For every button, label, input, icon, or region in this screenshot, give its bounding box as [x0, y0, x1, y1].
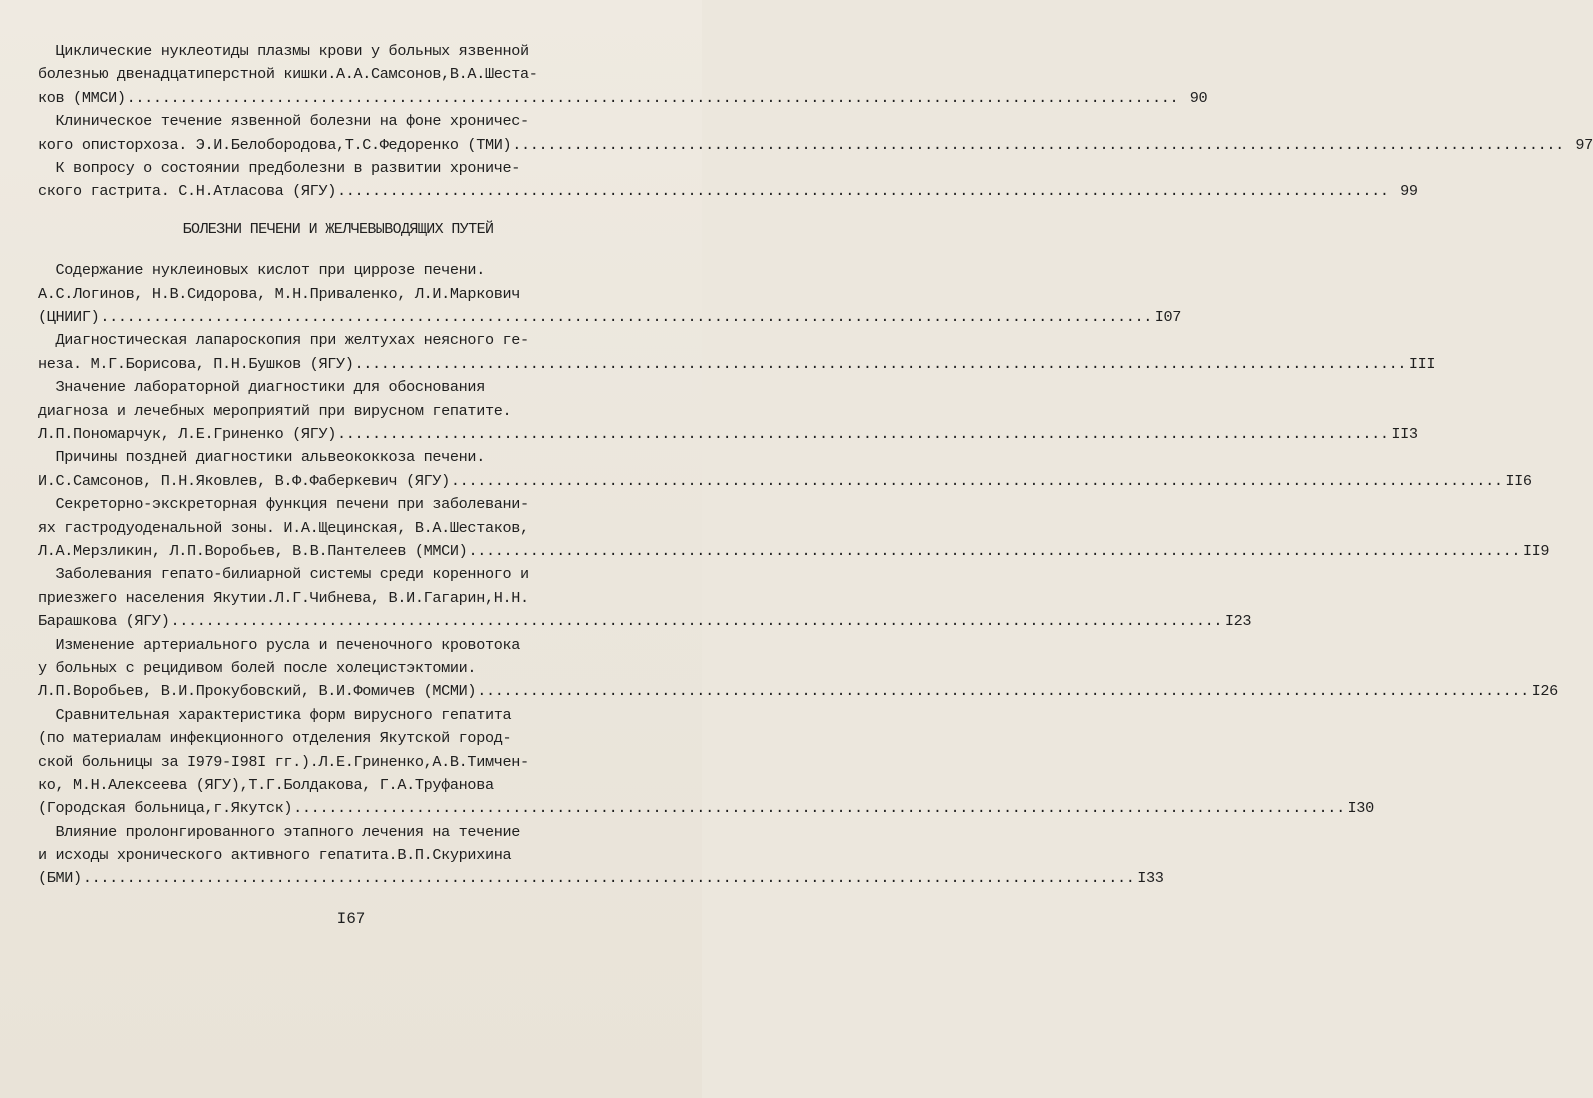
toc-entry-line: ях гастродуоденальной зоны. И.А.Щецинская, В.А.Шестаков,: [38, 518, 529, 537]
toc-entry: [38, 376, 1418, 446]
toc-entry-last-text: (Городская больница,г.Якутск): [38, 799, 293, 818]
toc-entry-last-line: [38, 423, 1418, 446]
toc-entry-last-line: [38, 134, 1593, 157]
toc-entry-last-line: [38, 87, 1208, 110]
toc-entry-line: диагноза и лечебных мероприятий при вирусном гепатите.: [38, 401, 512, 420]
toc-entry-last-text: (БМИ): [38, 869, 82, 888]
toc-entry: [38, 329, 1436, 376]
toc-entry-last-line: [38, 306, 1182, 329]
toc-entry-last-text: Л.А.Мерзликин, Л.П.Воробьев, В.В.Пантелеев (ММСИ): [38, 541, 468, 560]
toc-entry-line: Клиническое течение язвенной болезни на фоне хроничес-: [38, 112, 529, 131]
toc-page-ref: II9: [1522, 541, 1550, 560]
toc-entry-last-line: [38, 353, 1436, 376]
toc-entry-last-text: Л.П.Пономарчук, Л.Е.Гриненко (ЯГУ): [38, 424, 336, 443]
toc-entry: [38, 40, 1208, 110]
toc-entry: [38, 493, 1550, 563]
toc-page-ref: I23: [1224, 612, 1252, 631]
toc-entry-last-line: [38, 180, 1418, 203]
toc-list-bottom: [38, 259, 1558, 891]
dot-leader: ........................................................................................................................: [468, 541, 1521, 560]
toc-entry-line: Значение лабораторной диагностики для обоснования: [38, 378, 485, 397]
toc-entry-line: ской больницы за I979-I98I гг.).Л.Е.Гриненко,А.В.Тимчен-: [38, 752, 529, 771]
toc-entry-line: Сравнительная характеристика форм вирусного гепатита: [38, 705, 512, 724]
toc-entry: [38, 821, 1164, 891]
toc-entry-line: А.С.Логинов, Н.В.Сидорова, М.Н.Приваленко, Л.И.Маркович: [38, 284, 521, 303]
toc-page-ref: 97: [1575, 135, 1593, 154]
toc-entry-last-text: Л.П.Воробьев, В.И.Прокубовский, В.И.Фомичев (МСМИ): [38, 682, 477, 701]
table-of-contents: [38, 40, 1593, 891]
toc-page-ref: I30: [1347, 799, 1374, 818]
toc-entry-last-text: ков (ММСИ): [38, 88, 126, 107]
toc-entry: [38, 157, 1418, 204]
dot-leader: ........................................................................................................................: [354, 354, 1407, 373]
dot-leader: ........................................................................................................................: [336, 182, 1389, 201]
toc-entry-last-text: Барашкова (ЯГУ): [38, 612, 170, 631]
toc-entry-last-line: [38, 610, 1252, 633]
toc-entry: [38, 259, 1182, 329]
page-number: I67: [336, 910, 366, 928]
toc-entry-line: Заболевания гепато-билиарной системы среди коренного и: [38, 565, 529, 584]
section-heading: БОЛЕЗНИ ПЕЧЕНИ И ЖЕЛЧЕВЫВОДЯЩИХ ПУТЕЙ: [182, 220, 494, 238]
dot-leader: ........................................................................................................................: [100, 307, 1153, 326]
toc-entry: [38, 563, 1252, 633]
toc-entry-line: и исходы хронического активного гепатита.В.П.Скурихина: [38, 846, 512, 865]
toc-entry-last-line: [38, 680, 1558, 703]
toc-page-ref: I07: [1154, 307, 1182, 326]
dot-leader: ........................................................................................................................: [512, 135, 1564, 154]
toc-entry-last-line: [38, 540, 1550, 563]
toc-page-ref: III: [1408, 354, 1436, 373]
toc-entry: [38, 634, 1558, 704]
toc-page-ref: 90: [1189, 88, 1208, 107]
toc-entry: [38, 704, 1374, 821]
toc-entry-line: болезнью двенадцатиперстной кишки.А.А.Самсонов,В.А.Шеста-: [38, 65, 538, 84]
toc-entry: [38, 110, 1593, 157]
toc-entry-last-text: (ЦНИИГ): [38, 307, 100, 326]
toc-entry-line: ко, М.Н.Алексеева (ЯГУ),Т.Г.Болдакова, Г.А.Труфанова: [38, 775, 494, 794]
toc-entry-last-line: [38, 867, 1164, 890]
toc-entry-line: Содержание нуклеиновых кислот при циррозе печени.: [38, 261, 485, 280]
dot-leader: ........................................................................................................................: [336, 424, 1389, 443]
toc-entry-line: Циклические нуклеотиды плазмы крови у больных язвенной: [38, 42, 529, 60]
toc-entry-line: К вопросу о состоянии предболезни в развитии хрониче-: [38, 158, 521, 177]
toc-entry-line: у больных с рецидивом болей после холецистэктомии.: [38, 658, 477, 677]
dot-leader: ........................................................................................................................: [126, 88, 1179, 107]
toc-page-ref: II3: [1391, 424, 1418, 443]
dot-leader: ........................................................................................................................: [293, 799, 1345, 818]
toc-page-ref: 99: [1400, 182, 1418, 201]
toc-entry-last-text: ского гастрита. С.Н.Атласова (ЯГУ): [38, 182, 336, 201]
toc-entry-line: Влияние пролонгированного этапного лечения на течение: [38, 822, 521, 841]
toc-entry-last-text: кого описторхоза. Э.И.Белобородова,Т.С.Федоренко (ТМИ): [38, 135, 512, 154]
toc-entry-last-line: [38, 470, 1532, 493]
toc-entry-last-line: [38, 797, 1374, 820]
toc-entry: [38, 446, 1532, 493]
toc-entry-line: Диагностическая лапароскопия при желтухах неясного ге-: [38, 331, 529, 350]
toc-entry-line: (по материалам инфекционного отделения Якутской город-: [38, 729, 512, 748]
toc-page-ref: I33: [1137, 869, 1164, 888]
toc-list-top: [38, 40, 1593, 204]
dot-leader: ........................................................................................................................: [477, 682, 1529, 701]
toc-entry-last-text: И.С.Самсонов, П.Н.Яковлев, В.Ф.Фаберкевич (ЯГУ): [38, 471, 450, 490]
toc-entry-line: Причины поздней диагностики альвеококкоза печени.: [38, 448, 485, 467]
dot-leader: ........................................................................................................................: [82, 869, 1135, 888]
toc-page-ref: II6: [1505, 471, 1532, 490]
toc-entry-line: Секреторно-экскреторная функция печени при заболевани-: [38, 495, 529, 514]
toc-page-ref: I26: [1531, 682, 1558, 701]
toc-entry-last-text: неза. М.Г.Борисова, П.Н.Бушков (ЯГУ): [38, 354, 354, 373]
toc-entry-line: приезжего населения Якутии.Л.Г.Чибнева, В.И.Гагарин,Н.Н.: [38, 588, 529, 607]
dot-leader: ........................................................................................................................: [170, 612, 1223, 631]
toc-entry-line: Изменение артериального русла и печеночного кровотока: [38, 635, 521, 654]
dot-leader: ........................................................................................................................: [450, 471, 1503, 490]
